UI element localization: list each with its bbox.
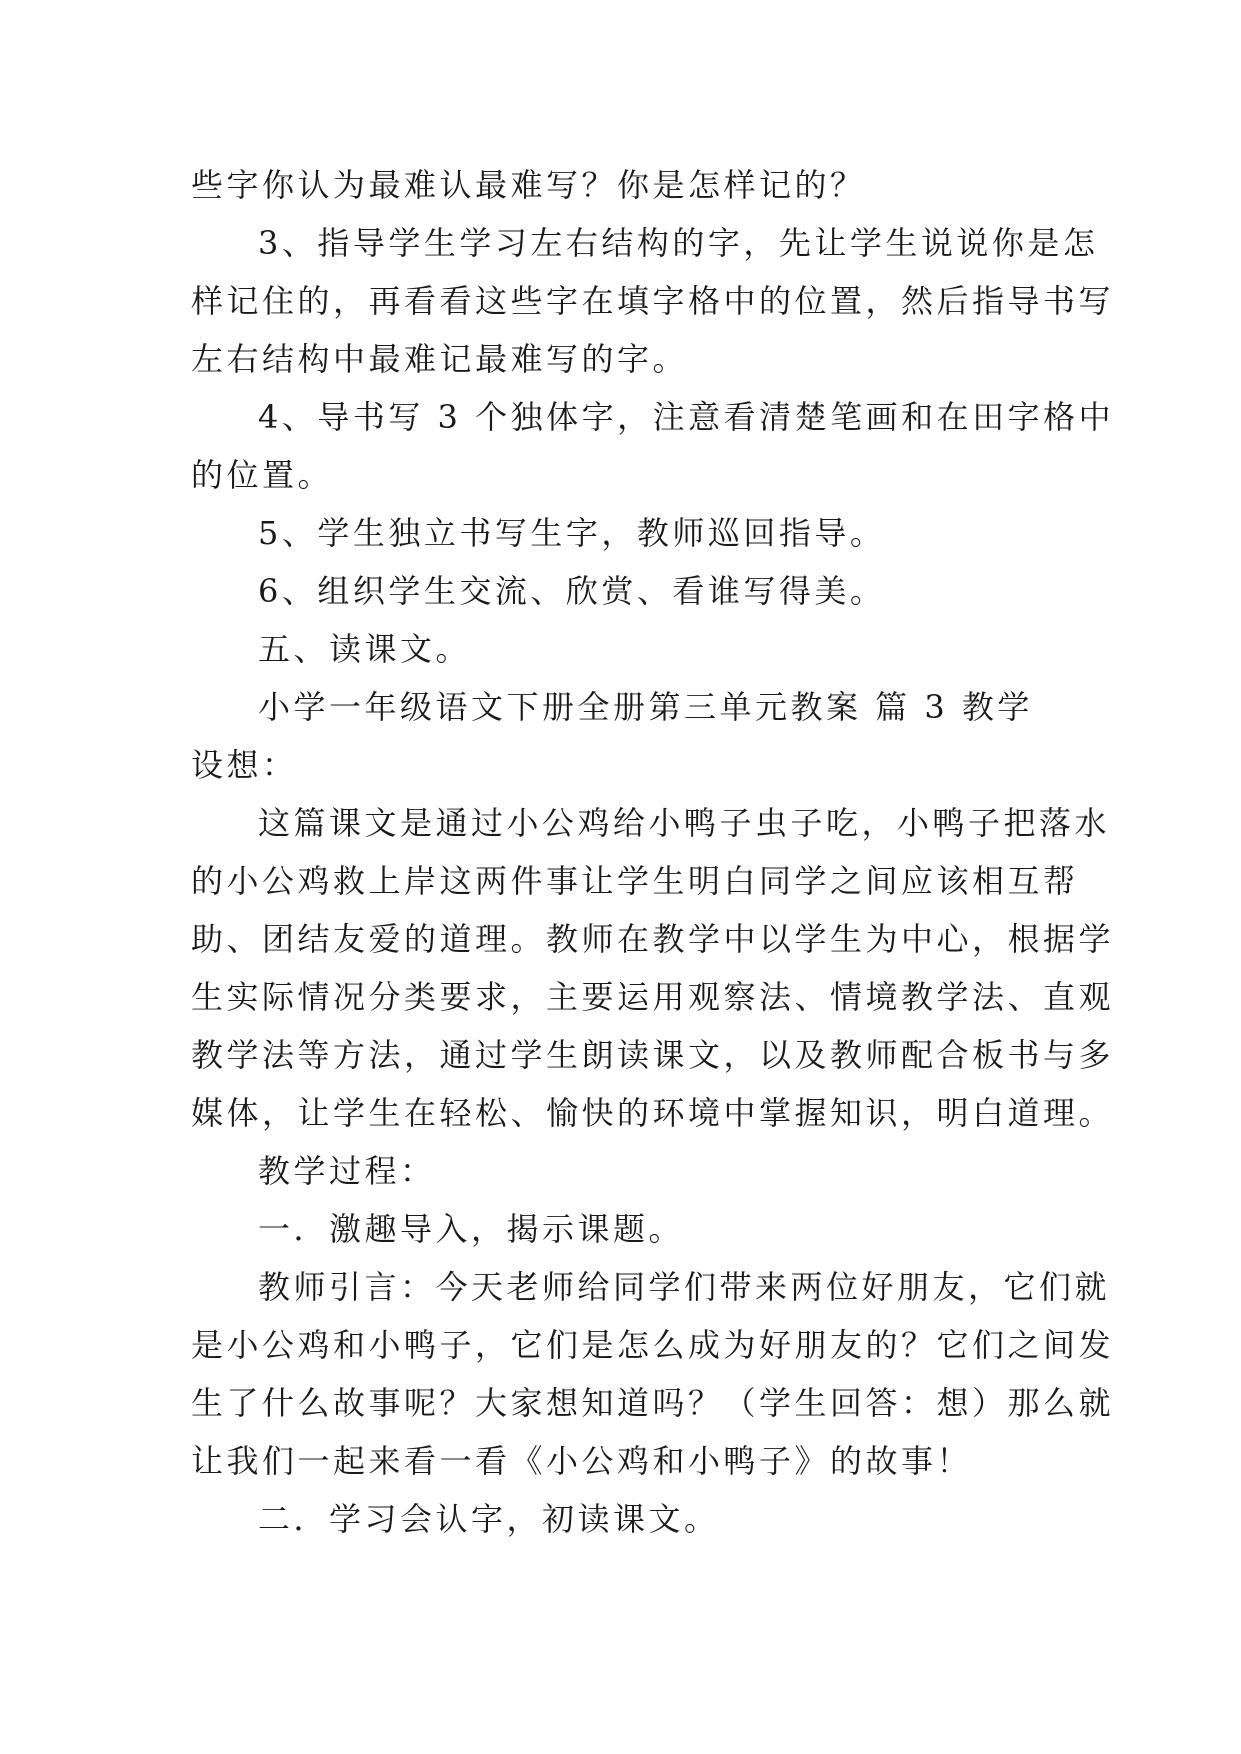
text-line: 让我们一起来看一看《小公鸡和小鸭子》的故事！ (191, 1442, 973, 1480)
text-line: 6、组织学生交流、欣赏、看谁写得美。 (258, 572, 886, 610)
text-line: 样记住的，再看看这些字在填字格中的位置，然后指导书写 (191, 282, 1115, 320)
text-line: 教学法等方法，通过学生朗读课文，以及教师配合板书与多 (191, 1036, 1115, 1074)
text-line: 左右结构中最难记最难写的字。 (191, 340, 689, 378)
text-line: 媒体，让学生在轻松、愉快的环境中掌握知识，明白道理。 (191, 1094, 1115, 1132)
text-line: 教师引言：今天老师给同学们带来两位好朋友，它们就 (258, 1268, 1111, 1306)
text-line: 些字你认为最难认最难写？你是怎样记的？ (191, 166, 866, 204)
lesson-title: 小学一年级语文下册全册第三单元教案 篇 3 教学 (258, 688, 1033, 726)
document-body (191, 156, 1115, 1548)
section-heading: 五、读课文。 (258, 630, 472, 668)
text-line: 的位置。 (191, 456, 334, 494)
text-line: 生了什么故事呢？大家想知道吗？（学生回答：想）那么就 (191, 1384, 1115, 1422)
text-line: 是小公鸡和小鸭子，它们是怎么成为好朋友的？它们之间发 (191, 1326, 1115, 1364)
text-line: 的小公鸡救上岸这两件事让学生明白同学之间应该相互帮 (191, 862, 1079, 900)
section-heading: 二．学习会认字，初读课文。 (258, 1500, 720, 1538)
text-line: 5、学生独立书写生字，教师巡回指导。 (258, 514, 886, 552)
text-line: 3、指导学生学习左右结构的字，先让学生说说你是怎 (258, 224, 1099, 262)
section-heading: 一．激趣导入，揭示课题。 (258, 1210, 685, 1248)
text-line: 这篇课文是通过小公鸡给小鸭子虫子吃，小鸭子把落水 (258, 804, 1111, 842)
text-line: 助、团结友爱的道理。教师在教学中以学生为中心，根据学 (191, 920, 1115, 958)
lesson-title-continued: 设想： (191, 746, 298, 784)
section-heading: 教学过程： (258, 1152, 436, 1190)
text-line: 4、导书写 3 个独体字，注意看清楚笔画和在田字格中 (258, 398, 1115, 436)
text-line: 生实际情况分类要求，主要运用观察法、情境教学法、直观 (191, 978, 1115, 1016)
